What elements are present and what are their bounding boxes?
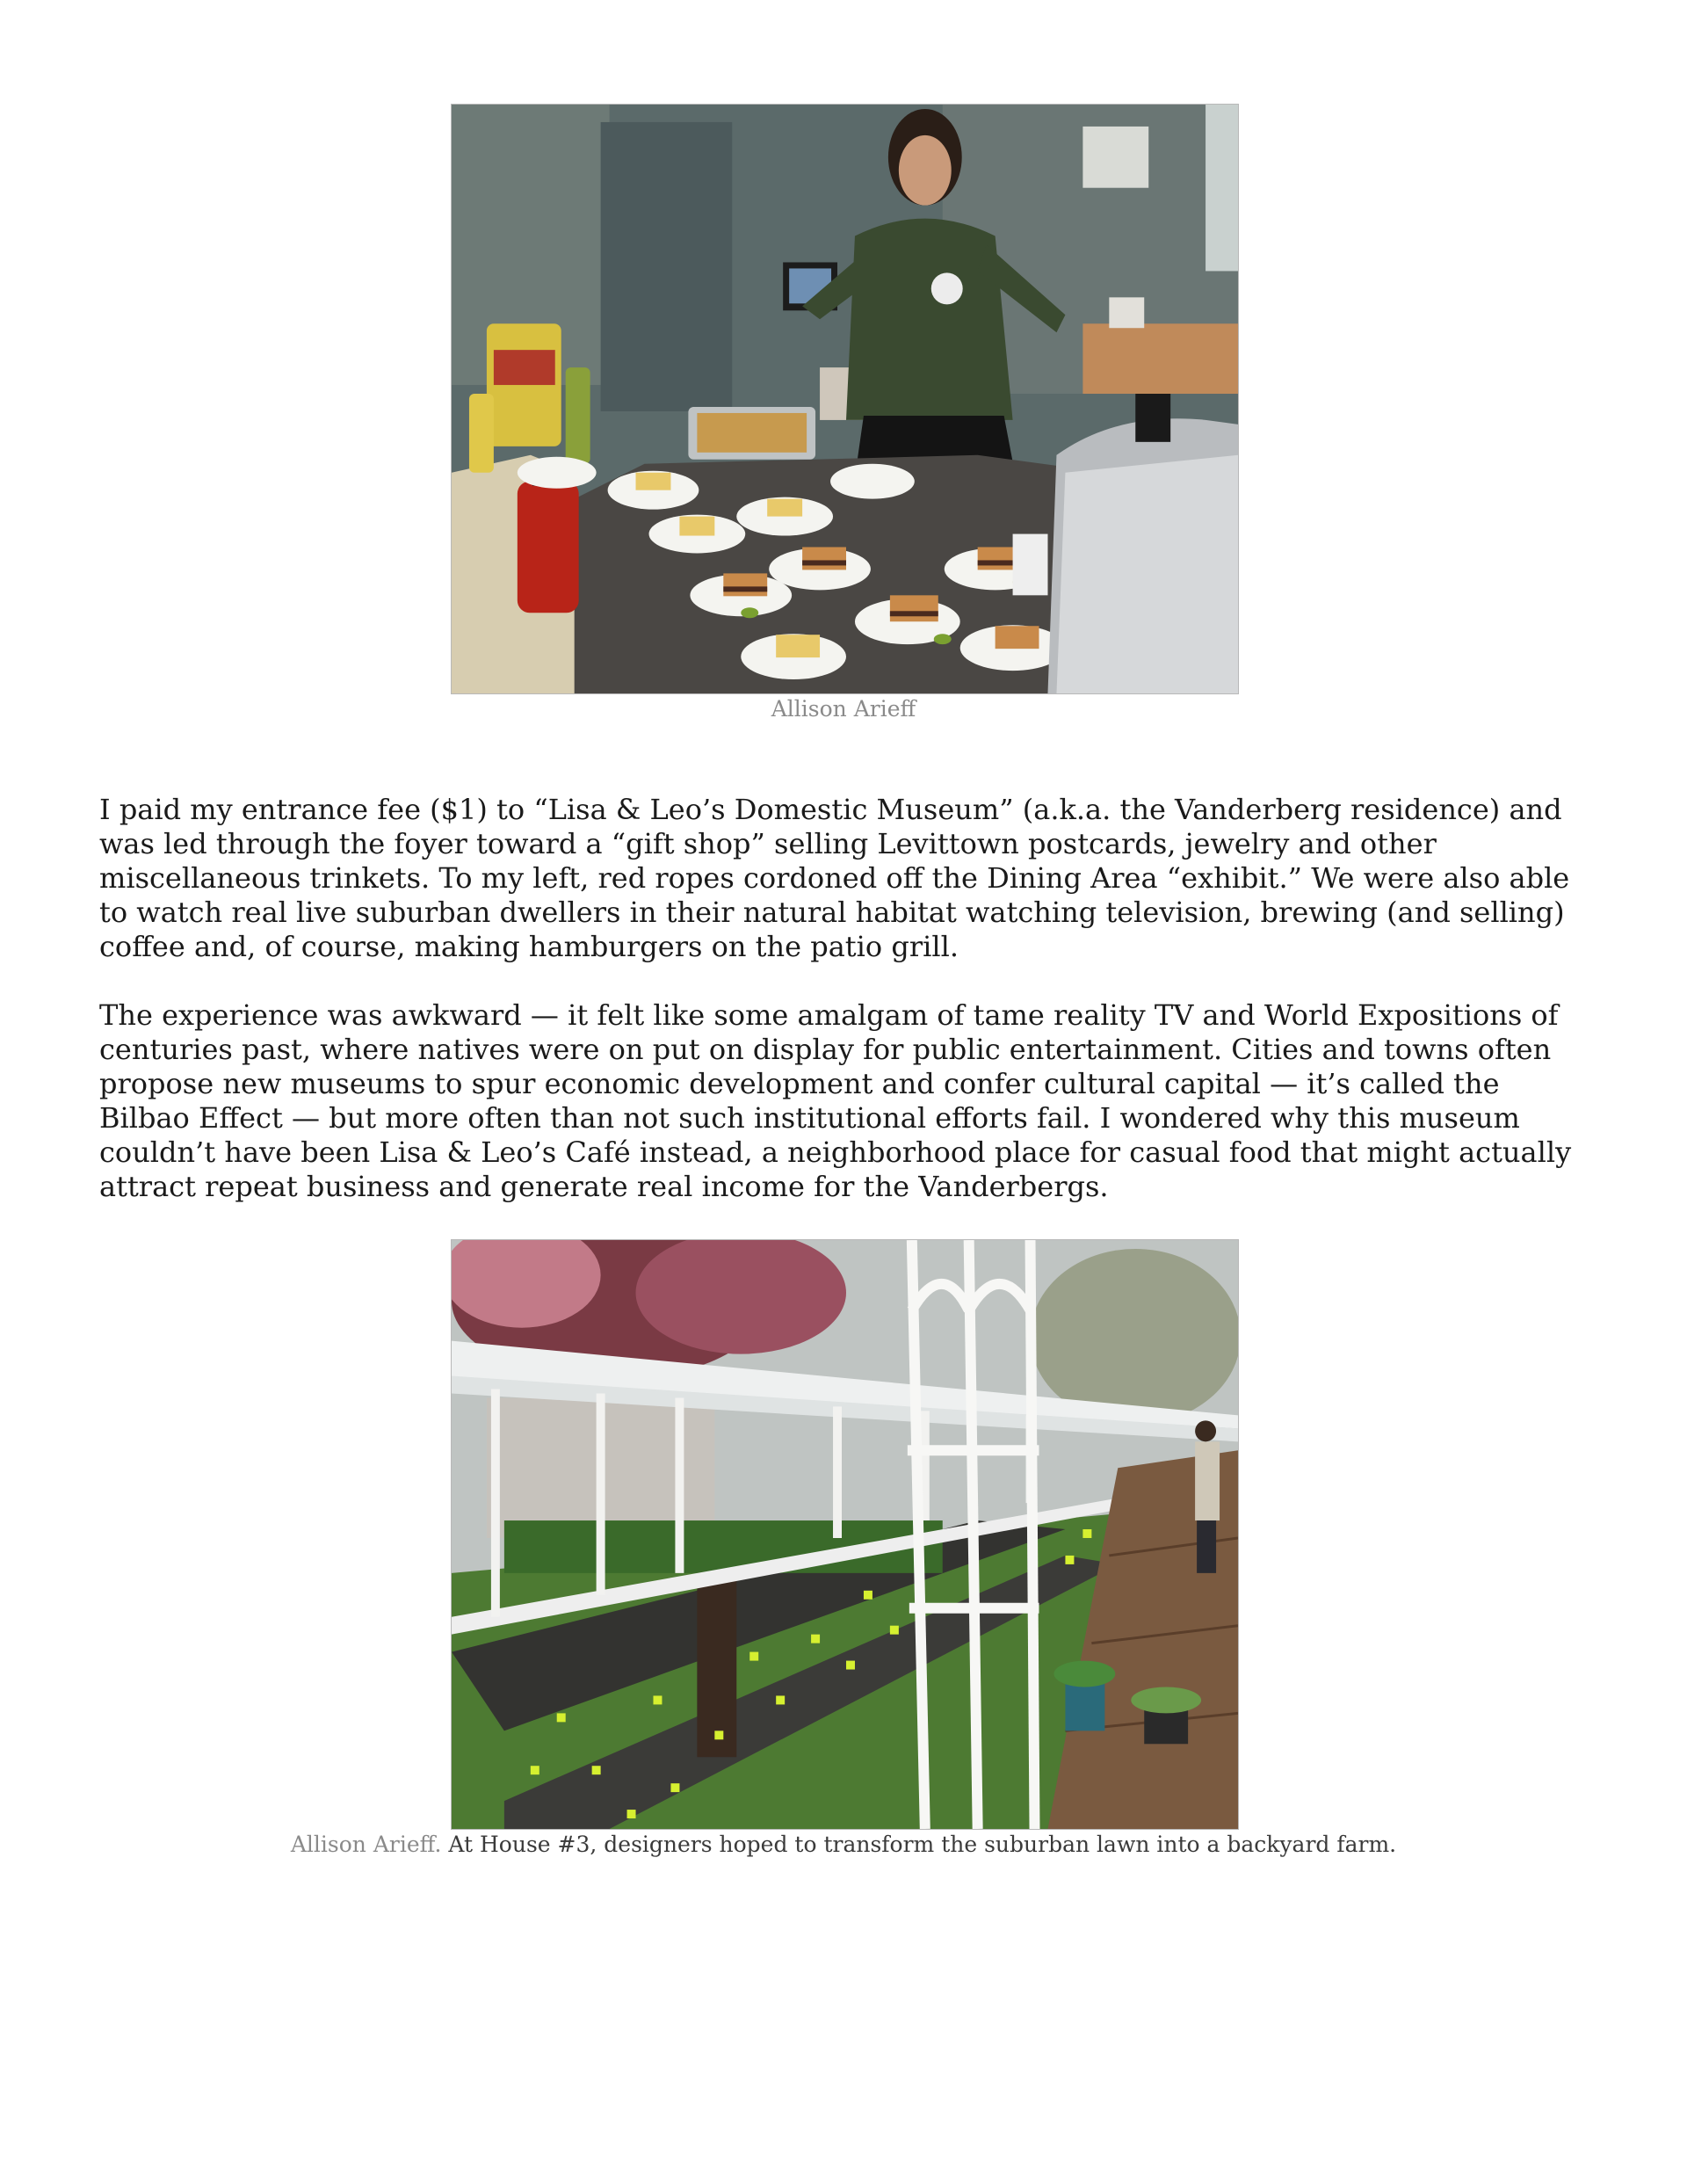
backyard-photo-illustration (452, 1240, 1238, 1829)
article-paragraph: I paid my entrance fee ($1) to “Lisa & Leo’s Domestic Museum” (a.k.a. the Vanderberg residence) and was led through the foyer toward a “gift shop” selling Levittown postcards, jewelry and other miscellaneous trinkets. To my left, red ropes cordoned off the Dining Area “exhibit.” We were also able to watch real live suburban dwellers in their natural habitat watching television, brewing (and selling) coffee and, of course, making hamburgers on the patio grill. (99, 793, 1570, 963)
photo-caption-text: At House #3, designers hoped to transform the suburban lawn into a backyard farm. (448, 1832, 1397, 1857)
article-paragraph: The experience was awkward — it felt like some amalgam of tame reality TV and World Expositions of centuries past, where natives were on put on display for public entertainment. Cities and towns often propose new museums to spur economic development and confer cultural capital — it’s called the Bilbao Effect — but more often than not such institutional efforts fail. I wondered why this museum couldn’t have been Lisa & Leo’s Café instead, a neighborhood place for casual food that might actually attract repeat business and generate real income for the Vanderbergs. (99, 998, 1572, 1203)
photo-backyard-farm (451, 1239, 1239, 1830)
kitchen-photo-illustration (452, 105, 1238, 693)
article-body (99, 793, 1593, 1204)
photo-credit: Allison Arieff. (290, 1832, 442, 1857)
photo-credit: Allison Arieff (771, 696, 916, 722)
figure2-caption (0, 1832, 1687, 1858)
figure1-caption (0, 696, 1687, 722)
photo-kitchen-food (451, 104, 1239, 694)
